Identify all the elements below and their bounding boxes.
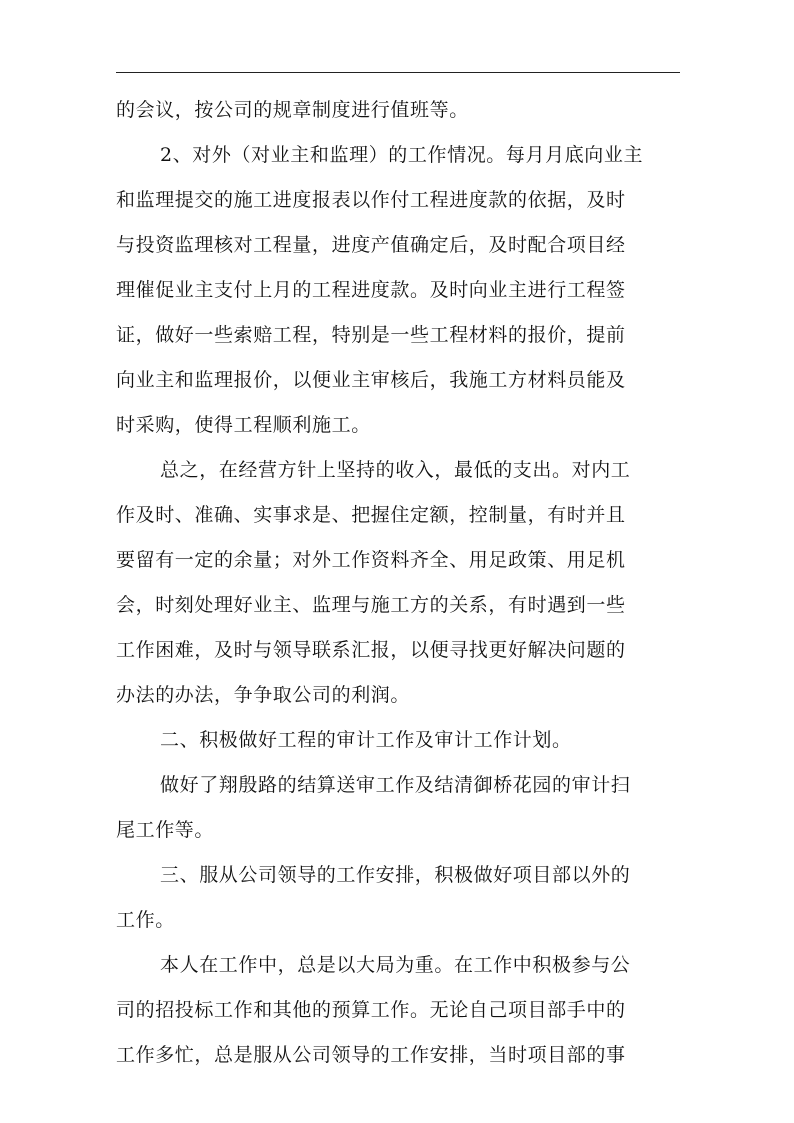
section-heading: 三、服从公司领导的工作安排，积极做好项目部以外的: [160, 864, 631, 886]
text-line: 会，时刻处理好业主、监理与施工方的关系，有时遇到一些: [116, 594, 626, 616]
paragraph-line: 2、对外（对业主和监理）的工作情况。每月月底向业主: [160, 144, 644, 166]
text-line: 和监理提交的施工进度报表以作付工程进度款的依据，及时: [116, 189, 626, 211]
text-line: 司的招投标工作和其他的预算工作。无论自己项目部手中的: [116, 999, 626, 1021]
text-line: 工作困难，及时与领导联系汇报，以便寻找更好解决问题的: [116, 639, 626, 661]
section-heading: 二、积极做好工程的审计工作及审计工作计划。: [160, 729, 572, 751]
text-line: 的会议，按公司的规章制度进行值班等。: [116, 99, 469, 121]
text-line: 作及时、准确、实事求是、把握住定额，控制量，有时并且: [116, 504, 626, 526]
document-body: [116, 88, 680, 1078]
text-line: 办法的办法，争争取公司的利润。: [116, 684, 411, 706]
paragraph-line: 本人在工作中，总是以大局为重。在工作中积极参与公: [160, 954, 631, 976]
paragraph-line: 总之，在经营方针上坚持的收入，最低的支出。对内工: [160, 459, 631, 481]
paragraph-line: 做好了翔殷路的结算送审工作及结清御桥花园的审计扫: [160, 774, 631, 796]
text-line: 向业主和监理报价，以便业主审核后，我施工方材料员能及: [116, 369, 626, 391]
header-rule: [116, 72, 680, 73]
text-line: 证，做好一些索赔工程，特别是一些工程材料的报价，提前: [116, 324, 626, 346]
text-line: 工作。: [116, 909, 175, 931]
text-line: 尾工作等。: [116, 819, 215, 841]
text-line: 要留有一定的余量；对外工作资料齐全、用足政策、用足机: [116, 549, 626, 571]
text-line: 工作多忙，总是服从公司领导的工作安排，当时项目部的事: [116, 1044, 626, 1066]
text-line: 理催促业主支付上月的工程进度款。及时向业主进行工程签: [116, 279, 626, 301]
text-line: 时采购，使得工程顺利施工。: [116, 414, 371, 436]
text-line: 与投资监理核对工程量，进度产值确定后，及时配合项目经: [116, 234, 626, 256]
